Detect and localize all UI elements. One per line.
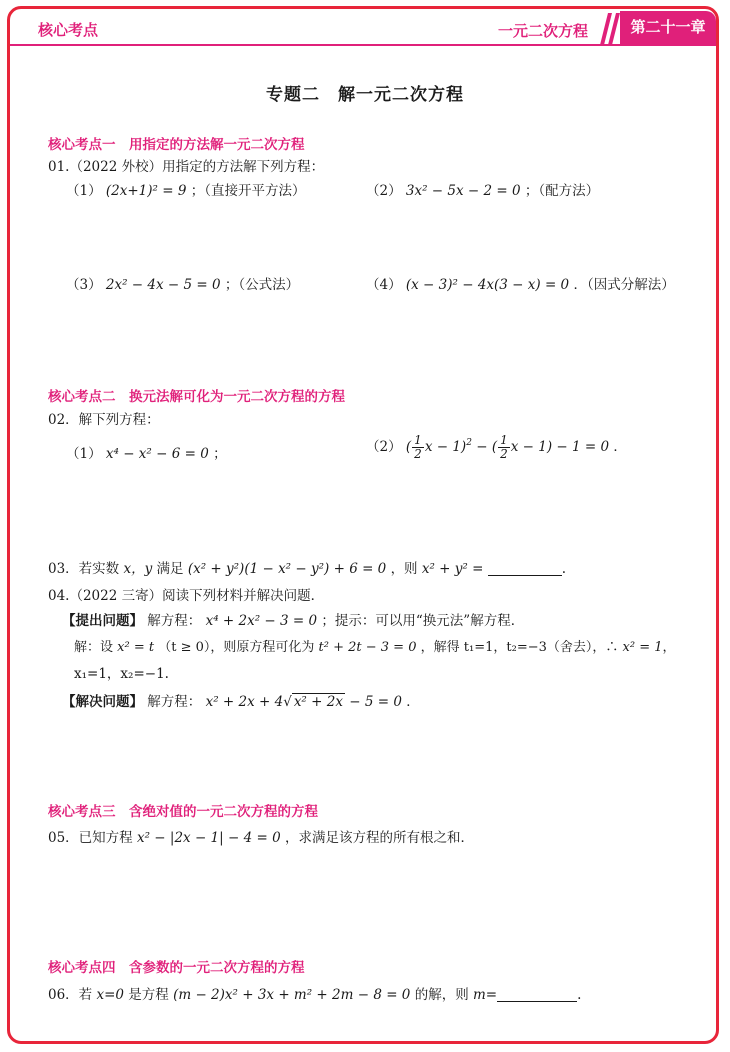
q01-part2-equation: 3x² − 5x − 2 = 0 — [405, 183, 521, 199]
q03-variables: x，y — [123, 561, 153, 577]
q01-part1 — [66, 179, 305, 199]
q04-solve: 【解决问题】 解方程： x² + 2x + 4√ x² + 2x − 5 = 0 ． — [62, 694, 420, 710]
q01-part3-number: （3） — [66, 277, 102, 293]
q02-part2-number: （2） — [366, 439, 402, 455]
q06-variable: m= — [473, 987, 498, 1003]
q02-part1-equation: x⁴ − x² − 6 = 0 — [105, 446, 209, 462]
q06-text-c: 的解，则 — [414, 987, 469, 1003]
q04-sol-equation: t² + 2t − 3 = 0 — [318, 640, 417, 655]
q03-mid: 满足 — [156, 561, 184, 577]
q04-solution-line2: x₁=1，x₂=−1. — [74, 666, 169, 682]
q02-part2-equation: ( $\frac{1}{2}$ x − 1)$^2$ − ( $\frac{1}{2}$ x − 1) − 1 = 0 — [405, 433, 610, 461]
q03-answer-blank — [488, 561, 562, 576]
q05-equation: x² − |2x − 1| − 4 = 0 — [136, 830, 281, 846]
header-rule — [10, 44, 716, 46]
q03-equation: (x² + y²)(1 − x² − y²) + 6 = 0 — [187, 561, 387, 577]
q03-target: x² + y² = — [421, 561, 484, 577]
q04-raise-hint: ；提示：可以用“换元法”解方程． — [321, 613, 525, 629]
q04-solution-line1 — [74, 636, 676, 655]
q05-text-b: ，求满足该方程的所有根之和． — [284, 830, 474, 846]
q04-sol-set: x² = t — [117, 640, 155, 655]
q01-part3-method: ；（公式法） — [224, 277, 300, 293]
q05 — [48, 826, 474, 846]
q06-text-b: 是方程 — [128, 987, 169, 1003]
q02-part2-end: ． — [613, 439, 627, 455]
q01-part4 — [366, 273, 675, 293]
q01-part1-number: （1） — [66, 183, 102, 199]
chapter-badge: 第二十一章 — [620, 11, 716, 44]
q01-part4-number: （4） — [366, 277, 402, 293]
q02-part1 — [66, 442, 227, 462]
q06-text-a: 06．若 — [48, 987, 93, 1003]
q04-solve-end: ． — [406, 694, 420, 710]
section-heading-3: 核心考点三 含绝对值的一元二次方程的方程 — [48, 804, 318, 820]
q02-stem: 02．解下列方程： — [48, 412, 160, 428]
q04-solve-eq-pre: x² + 2x + 4 — [205, 694, 284, 710]
q01-part2-method: ；（配方法） — [524, 183, 600, 199]
q02-part2 — [366, 434, 627, 461]
q01-part1-equation: (2x+1)² = 9 — [105, 183, 187, 199]
q06-end: . — [577, 987, 582, 1003]
q04-raise-equation: x⁴ + 2x² − 3 = 0 — [205, 613, 318, 629]
q01-part3-equation: 2x² − 4x − 5 = 0 — [105, 277, 221, 293]
q01-stem: 01.（2022 外校）用指定的方法解下列方程： — [48, 159, 325, 175]
section-heading-1: 核心考点一 用指定的方法解一元二次方程 — [48, 137, 305, 153]
q04-raise-tag: 【提出问题】 — [62, 613, 143, 629]
q03-ask: ，则 — [390, 561, 418, 577]
q01-part4-method: ．（因式分解法） — [573, 277, 675, 293]
header-slash-decoration — [598, 13, 620, 45]
q04-solve-tag: 【解决问题】 — [62, 694, 143, 710]
q06-condition: x=0 — [96, 987, 124, 1003]
q03-number: 03．若实数 — [48, 561, 120, 577]
page-title: 专题二 解一元二次方程 — [266, 85, 464, 105]
q04-sol-c: ， — [662, 640, 676, 655]
q04-sol-b: ，解得 — [420, 640, 460, 655]
q06 — [48, 983, 581, 1003]
q04-sol-a: 解：设 — [74, 640, 114, 655]
q02-part1-number: （1） — [66, 446, 102, 462]
q04-solve-eq-post: − 5 = 0 — [349, 694, 402, 710]
q03-end: . — [561, 561, 567, 577]
q02-part1-end: ； — [213, 446, 227, 462]
q01-part2-number: （2） — [366, 183, 402, 199]
q04-sol-cond: （t ≥ 0），则原方程可化为 — [158, 640, 315, 655]
q06-answer-blank — [497, 987, 577, 1002]
q04-raise-text: 解方程： — [147, 613, 202, 629]
header-label: 核心考点 — [38, 21, 99, 39]
q06-equation: (m − 2)x² + 3x + m² + 2m − 8 = 0 — [173, 987, 411, 1003]
q05-text-a: 05．已知方程 — [48, 830, 133, 846]
section-heading-4: 核心考点四 含参数的一元二次方程的方程 — [48, 960, 305, 976]
header-topic: 一元二次方程 — [498, 22, 589, 40]
q04-sol-roots: t₁=1，t₂=−3（舍去），∴ — [463, 640, 619, 655]
q03 — [48, 557, 566, 577]
q01-part4-equation: (x − 3)² − 4x(3 − x) = 0 — [405, 277, 570, 293]
q04-sol-x2: x² = 1 — [622, 640, 663, 655]
q01-part2 — [366, 179, 599, 199]
q04-solve-eq-radicand: x² + 2x — [293, 694, 343, 710]
page-header — [10, 9, 716, 49]
section-heading-2: 核心考点二 换元法解可化为一元二次方程的方程 — [48, 389, 345, 405]
q04-raise — [62, 609, 524, 629]
q01-part3 — [66, 273, 299, 293]
q01-part1-method: ；（直接开平方法） — [190, 183, 306, 199]
q04-solve-text: 解方程： — [147, 694, 202, 710]
q04-stem: 04.（2022 三寄）阅读下列材料并解决问题． — [48, 588, 325, 604]
